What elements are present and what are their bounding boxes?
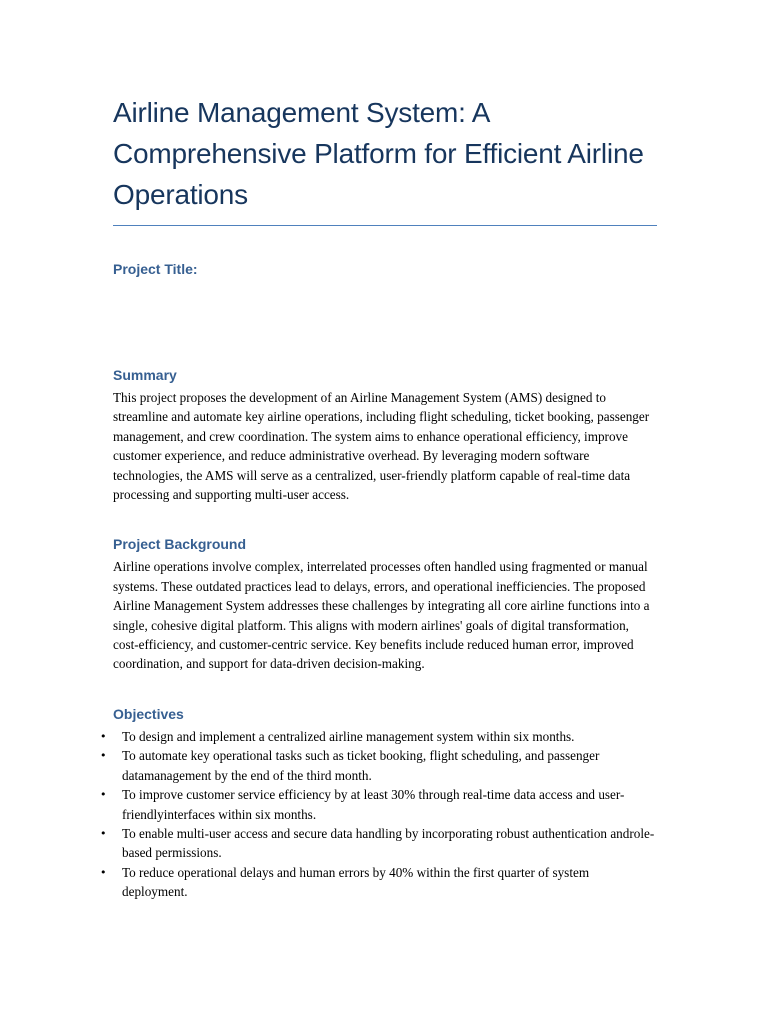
document-title: Airline Management System: A Comprehensive Platform for Efficient Airline Operations — [113, 97, 644, 210]
objective-item — [100, 727, 657, 746]
objective-text: To design and implement a centralized airline management system within six months. — [122, 728, 575, 744]
project-background-heading: Project Background — [113, 536, 247, 553]
document-page — [100, 92, 657, 902]
bullet-icon: • — [100, 865, 107, 879]
objective-item — [100, 785, 657, 824]
objective-text: To enable multi-user access and secure data handling by incorporating robust authentication androle-based permissions. — [122, 825, 655, 861]
objective-item — [100, 824, 657, 863]
project-title-heading: Project Title: — [113, 261, 198, 277]
objectives-list — [100, 727, 657, 902]
objectives-heading: Objectives — [113, 705, 184, 722]
title-divider — [113, 225, 657, 226]
summary-heading: Summary — [113, 367, 177, 383]
bullet-icon: • — [100, 826, 107, 840]
objective-item — [100, 746, 657, 785]
objective-text: To automate key operational tasks such as ticket booking, flight scheduling, and passenger datamanagement by the end of the third month. — [122, 748, 600, 783]
project-background-paragraph: Airline operations involve complex, interrelated processes often handled using fragmented or manual systems. These outdated practices lead to delays, errors, and operational inefficiencies. The proposed Airline Management System addresses these challenges by integrating all core airline functions into a single, cohesive digital platform. This aligns with modern airlines' goals of digital transformation, cost-efficiency, and customer-centric service. Key benefits include reduced human error, improved coordination, and support for data-driven decision-making. — [113, 559, 650, 672]
bullet-icon: • — [100, 788, 107, 802]
summary-paragraph: This project proposes the development of an Airline Management System (AMS) designed to streamline and automate key airline operations, including flight scheduling, ticket booking, passenger management, and crew coordination. The system aims to enhance operational efficiency, improve customer experience, and reduce administrative overhead. By leveraging modern software technologies, the AMS will serve as a centralized, user-friendly platform capable of real-time data processing and supporting multi-user access. — [113, 390, 650, 503]
bullet-icon: • — [100, 729, 107, 743]
objective-text: To reduce operational delays and human errors by 40% within the first quarter of system deployment. — [122, 864, 590, 900]
objective-item — [100, 863, 657, 902]
bullet-icon: • — [100, 749, 107, 763]
objective-text: To improve customer service efficiency by at least 30% through real-time data access and user-friendlyinterfaces within six months. — [122, 787, 625, 822]
